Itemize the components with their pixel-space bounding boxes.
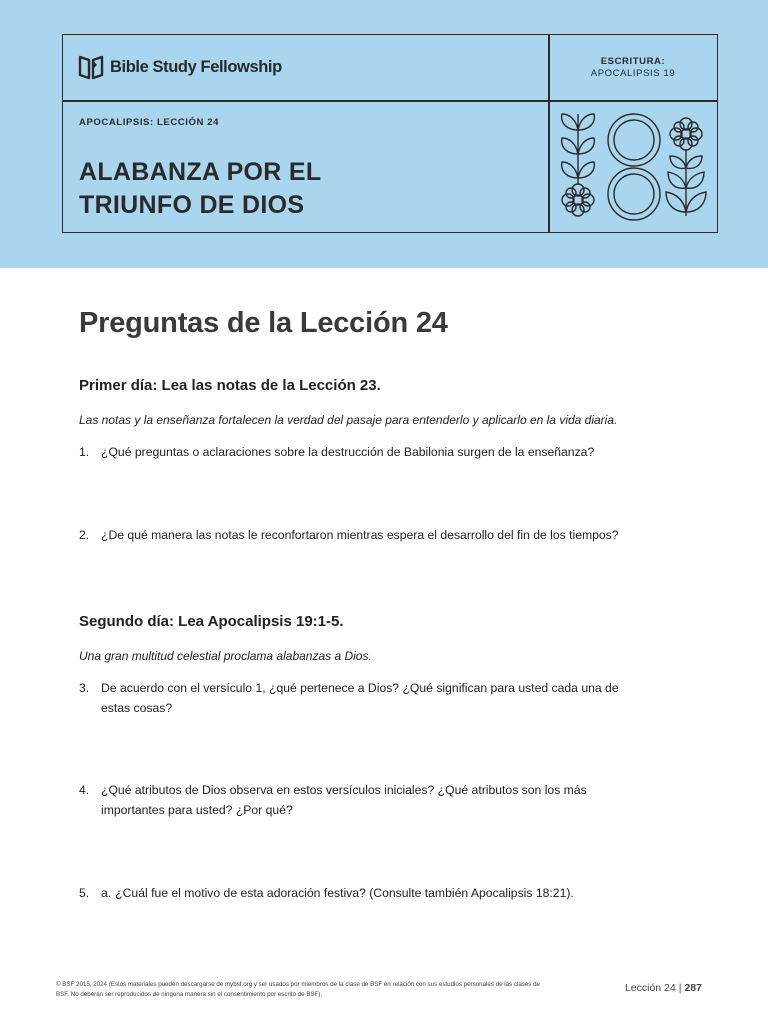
footer-separator: | bbox=[678, 982, 682, 994]
title-line-2: TRIUNFO DE DIOS bbox=[79, 191, 305, 219]
scripture-value: APOCALIPSIS 19 bbox=[590, 68, 676, 79]
day-2-intro: Una gran multitud celestial proclama alabanzas a Dios. bbox=[79, 649, 372, 663]
question-text: ¿Qué preguntas o aclaraciones sobre la destrucción de Babilonia surgen de la enseñanza? bbox=[101, 445, 595, 459]
rings-icon bbox=[608, 114, 660, 220]
page-footer bbox=[625, 982, 702, 994]
lesson-title bbox=[79, 156, 539, 222]
question-number: 3. bbox=[79, 681, 90, 695]
footer-lesson: Lección 24 bbox=[624, 982, 676, 994]
question-number: 1. bbox=[79, 445, 90, 459]
question-1 bbox=[79, 442, 639, 462]
bsf-logo bbox=[78, 53, 282, 81]
day-1-intro: Las notas y la enseñanza fortalecen la verdad del pasaje para entenderlo y aplicarlo en la vida diaria. bbox=[79, 413, 618, 427]
header-divider-horizontal bbox=[62, 100, 718, 102]
brand-name: Bible Study Fellowship bbox=[110, 57, 282, 76]
lesson-label: APOCALIPSIS: LECCIÓN 24 bbox=[79, 117, 219, 128]
question-text: De acuerdo con el versículo 1, ¿qué pertenece a Dios? ¿Qué significan para usted cada una de estas cosas? bbox=[101, 681, 619, 715]
question-text: ¿Qué atributos de Dios observa en estos versículos iniciales? ¿Qué atributos son los más importantes para usted? ¿Por qué? bbox=[101, 783, 587, 817]
day-1-heading: Primer día: Lea las notas de la Lección 23. bbox=[79, 377, 381, 394]
question-body bbox=[79, 883, 639, 903]
question-subpart-label: a. bbox=[101, 886, 112, 900]
question-4 bbox=[79, 780, 624, 820]
copyright-notice: © BSF 2015, 2024 (Estos materiales pueden descargarse de mybsf.org y ser usados por miembros de la clase de BSF en relación con sus estudios personales de las clases de BSF. No deberán ser reproducidos de ninguna manera sin el consentimiento por escrito de BSF). bbox=[56, 981, 541, 998]
open-book-icon bbox=[78, 53, 104, 81]
leaf-stack-icon bbox=[562, 114, 595, 184]
question-number: 4. bbox=[79, 783, 90, 797]
question-number: 2. bbox=[79, 528, 90, 542]
flower-stem-icon bbox=[666, 118, 706, 216]
question-3 bbox=[79, 678, 624, 718]
question-text: ¿Cuál fue el motivo de esta adoración festiva? (Consulte también Apocalipsis 18:21). bbox=[115, 886, 574, 900]
scripture-reference bbox=[548, 56, 718, 80]
flower-icon bbox=[562, 184, 594, 216]
question-2 bbox=[79, 525, 639, 545]
title-line-1: ALABANZA POR EL bbox=[79, 158, 322, 186]
page-number: 287 bbox=[684, 982, 702, 994]
page-title: Preguntas de la Lección 24 bbox=[79, 307, 448, 339]
day-2-heading: Segundo día: Lea Apocalipsis 19:1-5. bbox=[79, 613, 344, 630]
question-text: ¿De qué manera las notas le reconfortaron mientras espera el desarrollo del fin de los tiempos? bbox=[101, 528, 619, 542]
decorative-flower-illustration bbox=[556, 108, 712, 226]
question-number: 5. bbox=[79, 886, 90, 900]
scripture-label: ESCRITURA: bbox=[600, 56, 666, 67]
question-5 bbox=[79, 883, 639, 903]
